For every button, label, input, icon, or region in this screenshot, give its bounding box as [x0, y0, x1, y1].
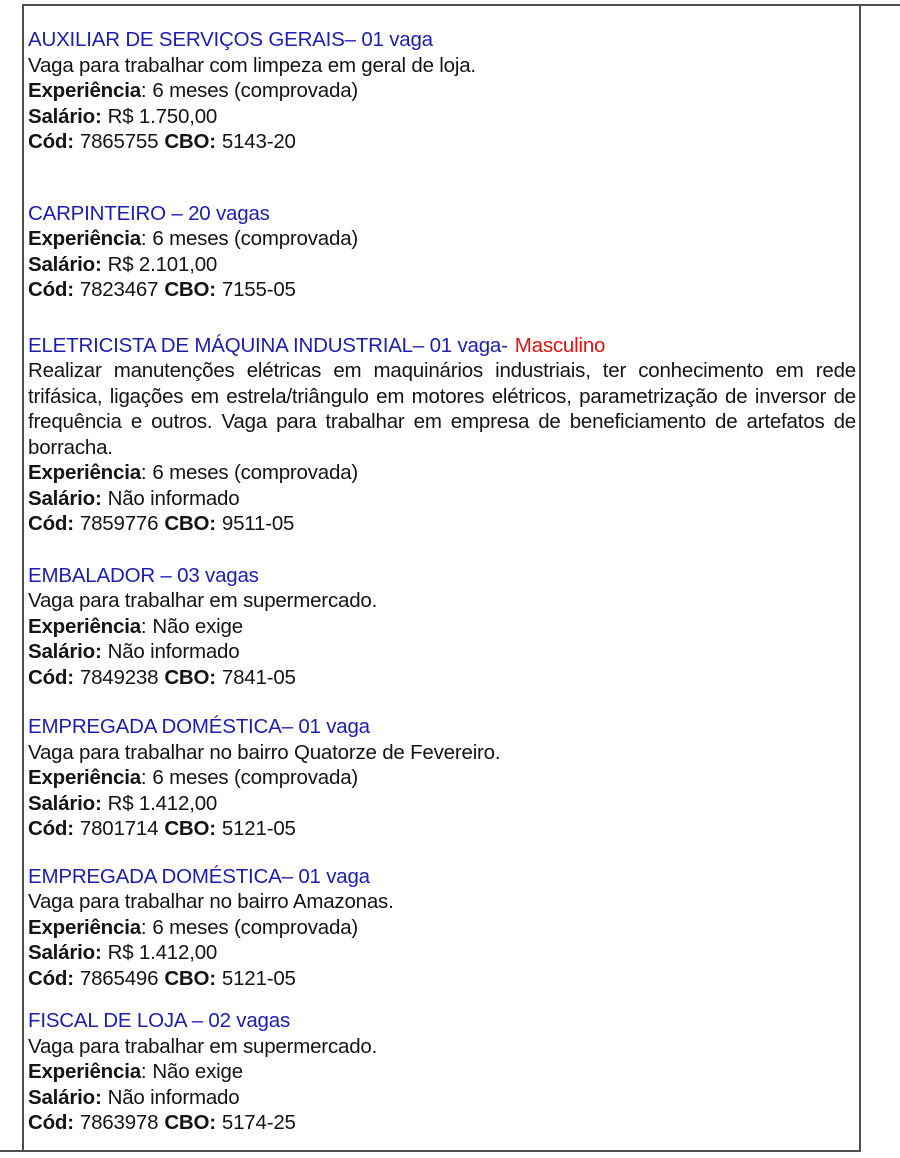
job-title	[28, 864, 856, 890]
salary-value: Não informado	[107, 486, 240, 510]
job-description: Vaga para trabalhar em supermercado.	[28, 589, 378, 612]
job-title	[28, 714, 856, 740]
cbo-label: CBO:	[164, 1111, 216, 1134]
salary-label: Salário:	[28, 640, 102, 663]
salary-value: R$ 1.412,00	[107, 791, 218, 815]
cbo-value: 7841-05	[221, 665, 296, 689]
cbo-value: 7155-05	[221, 278, 296, 301]
job-experience-line	[28, 226, 856, 252]
experience-label: Experiência	[28, 1060, 141, 1083]
job-salary-line	[28, 252, 856, 278]
job-title-text: CARPINTEIRO – 20 vagas	[28, 201, 270, 225]
code-label: Cód:	[28, 278, 74, 301]
cbo-label: CBO:	[164, 665, 216, 689]
job-listing	[28, 864, 856, 992]
cbo-value: 5121-05	[221, 817, 296, 840]
cbo-label: CBO:	[164, 817, 216, 840]
job-experience-line	[28, 78, 856, 104]
job-experience-line	[28, 614, 856, 640]
experience-label: Experiência	[28, 614, 141, 638]
code-label: Cód:	[28, 817, 74, 840]
salary-value: R$ 1.412,00	[107, 941, 218, 964]
code-value: 7863978	[79, 1111, 159, 1134]
salary-label: Salário:	[28, 791, 102, 815]
job-code-line	[28, 665, 856, 691]
job-title	[28, 27, 856, 53]
job-salary-line	[28, 791, 856, 817]
experience-value: 6 meses (comprovada)	[152, 461, 359, 484]
experience-label: Experiência	[28, 79, 141, 102]
job-code-line	[28, 1110, 856, 1136]
job-listing	[28, 1008, 856, 1136]
job-description: Vaga para trabalhar com limpeza em geral de loja.	[28, 53, 476, 77]
cbo-label: CBO:	[164, 512, 216, 535]
job-code-line	[28, 511, 856, 537]
job-title	[28, 201, 856, 227]
job-description: Vaga para trabalhar no bairro Quatorze de Fevereiro.	[28, 740, 501, 764]
job-title-text: AUXILIAR DE SERVIÇOS GERAIS– 01 vaga	[28, 28, 433, 51]
code-value: 7865755	[79, 130, 159, 153]
job-experience-line	[28, 1059, 856, 1085]
salary-label: Salário:	[28, 941, 102, 964]
job-code-line	[28, 966, 856, 992]
job-title-text: EMPREGADA DOMÉSTICA– 01 vaga	[28, 864, 370, 888]
job-salary-line	[28, 486, 856, 512]
experience-label: Experiência	[28, 461, 141, 484]
job-code-line	[28, 129, 856, 155]
job-title-text: FISCAL DE LOJA – 02 vagas	[28, 1009, 291, 1032]
job-salary-line	[28, 639, 856, 665]
experience-separator: :	[140, 1060, 147, 1083]
experience-separator: :	[140, 461, 147, 484]
experience-label: Experiência	[28, 227, 141, 250]
experience-value: 6 meses (comprovada)	[152, 915, 359, 939]
job-description: Vaga para trabalhar em supermercado.	[28, 1034, 378, 1058]
code-value: 7801714	[79, 817, 159, 840]
salary-value: R$ 1.750,00	[107, 104, 218, 128]
experience-value: 6 meses (comprovada)	[152, 227, 359, 250]
job-listing	[28, 201, 856, 303]
cbo-value: 5143-20	[221, 130, 296, 153]
salary-value: Não informado	[107, 640, 240, 663]
experience-value: 6 meses (comprovada)	[152, 79, 359, 102]
code-value: 7849238	[79, 665, 159, 689]
salary-value: Não informado	[107, 1085, 240, 1109]
salary-label: Salário:	[28, 104, 102, 128]
experience-value: Não exige	[152, 1060, 243, 1083]
experience-value: 6 meses (comprovada)	[152, 766, 359, 789]
job-salary-line	[28, 104, 856, 130]
experience-separator: :	[140, 766, 147, 789]
job-listing	[28, 714, 856, 842]
experience-value: Não exige	[152, 614, 243, 638]
cbo-value: 9511-05	[221, 512, 295, 535]
code-value: 7859776	[79, 512, 159, 535]
code-label: Cód:	[28, 1111, 74, 1134]
job-listing	[28, 27, 856, 155]
cbo-label: CBO:	[164, 966, 216, 990]
code-value: 7823467	[79, 278, 159, 301]
experience-separator: :	[140, 79, 147, 102]
cbo-label: CBO:	[164, 130, 216, 153]
job-code-line	[28, 816, 856, 842]
salary-label: Salário:	[28, 486, 102, 510]
job-experience-line	[28, 765, 856, 791]
salary-label: Salário:	[28, 1085, 102, 1109]
code-label: Cód:	[28, 966, 74, 990]
job-description: Realizar manutenções elétricas em maquinários industriais, ter conhecimento em rede trifásica, ligações em estrela/triângulo em motores elétricos, parametrização de inversor de frequência e outros. Vaga para trabalhar em empresa de beneficiamento de artefatos de borracha.	[28, 359, 856, 459]
job-code-line	[28, 277, 856, 303]
job-listings-box	[22, 4, 861, 1152]
experience-label: Experiência	[28, 915, 141, 939]
code-label: Cód:	[28, 512, 74, 535]
job-title	[28, 563, 856, 589]
job-experience-line	[28, 460, 856, 486]
job-listing	[28, 333, 856, 537]
job-title	[28, 333, 856, 359]
experience-separator: :	[140, 227, 147, 250]
border-extension-bottom	[0, 1150, 24, 1152]
job-experience-line	[28, 915, 856, 941]
code-label: Cód:	[28, 130, 74, 153]
job-title	[28, 1008, 856, 1034]
job-salary-line	[28, 940, 856, 966]
job-description: Vaga para trabalhar no bairro Amazonas.	[28, 890, 394, 913]
code-value: 7865496	[79, 966, 159, 990]
code-label: Cód:	[28, 665, 74, 689]
job-listing	[28, 563, 856, 691]
cbo-label: CBO:	[164, 278, 216, 301]
job-title-text: EMBALADOR – 03 vagas	[28, 563, 259, 587]
job-title-text: EMPREGADA DOMÉSTICA– 01 vaga	[28, 715, 370, 738]
border-extension-top	[859, 4, 900, 6]
job-title-text: ELETRICISTA DE MÁQUINA INDUSTRIAL– 01 vaga-	[28, 333, 508, 357]
job-title-highlight: Masculino	[514, 333, 606, 357]
salary-value: R$ 2.101,00	[107, 252, 218, 276]
experience-separator: :	[140, 915, 147, 939]
job-salary-line	[28, 1085, 856, 1111]
cbo-value: 5174-25	[221, 1111, 296, 1134]
experience-separator: :	[140, 614, 147, 638]
cbo-value: 5121-05	[221, 966, 296, 990]
salary-label: Salário:	[28, 252, 102, 276]
experience-label: Experiência	[28, 766, 141, 789]
